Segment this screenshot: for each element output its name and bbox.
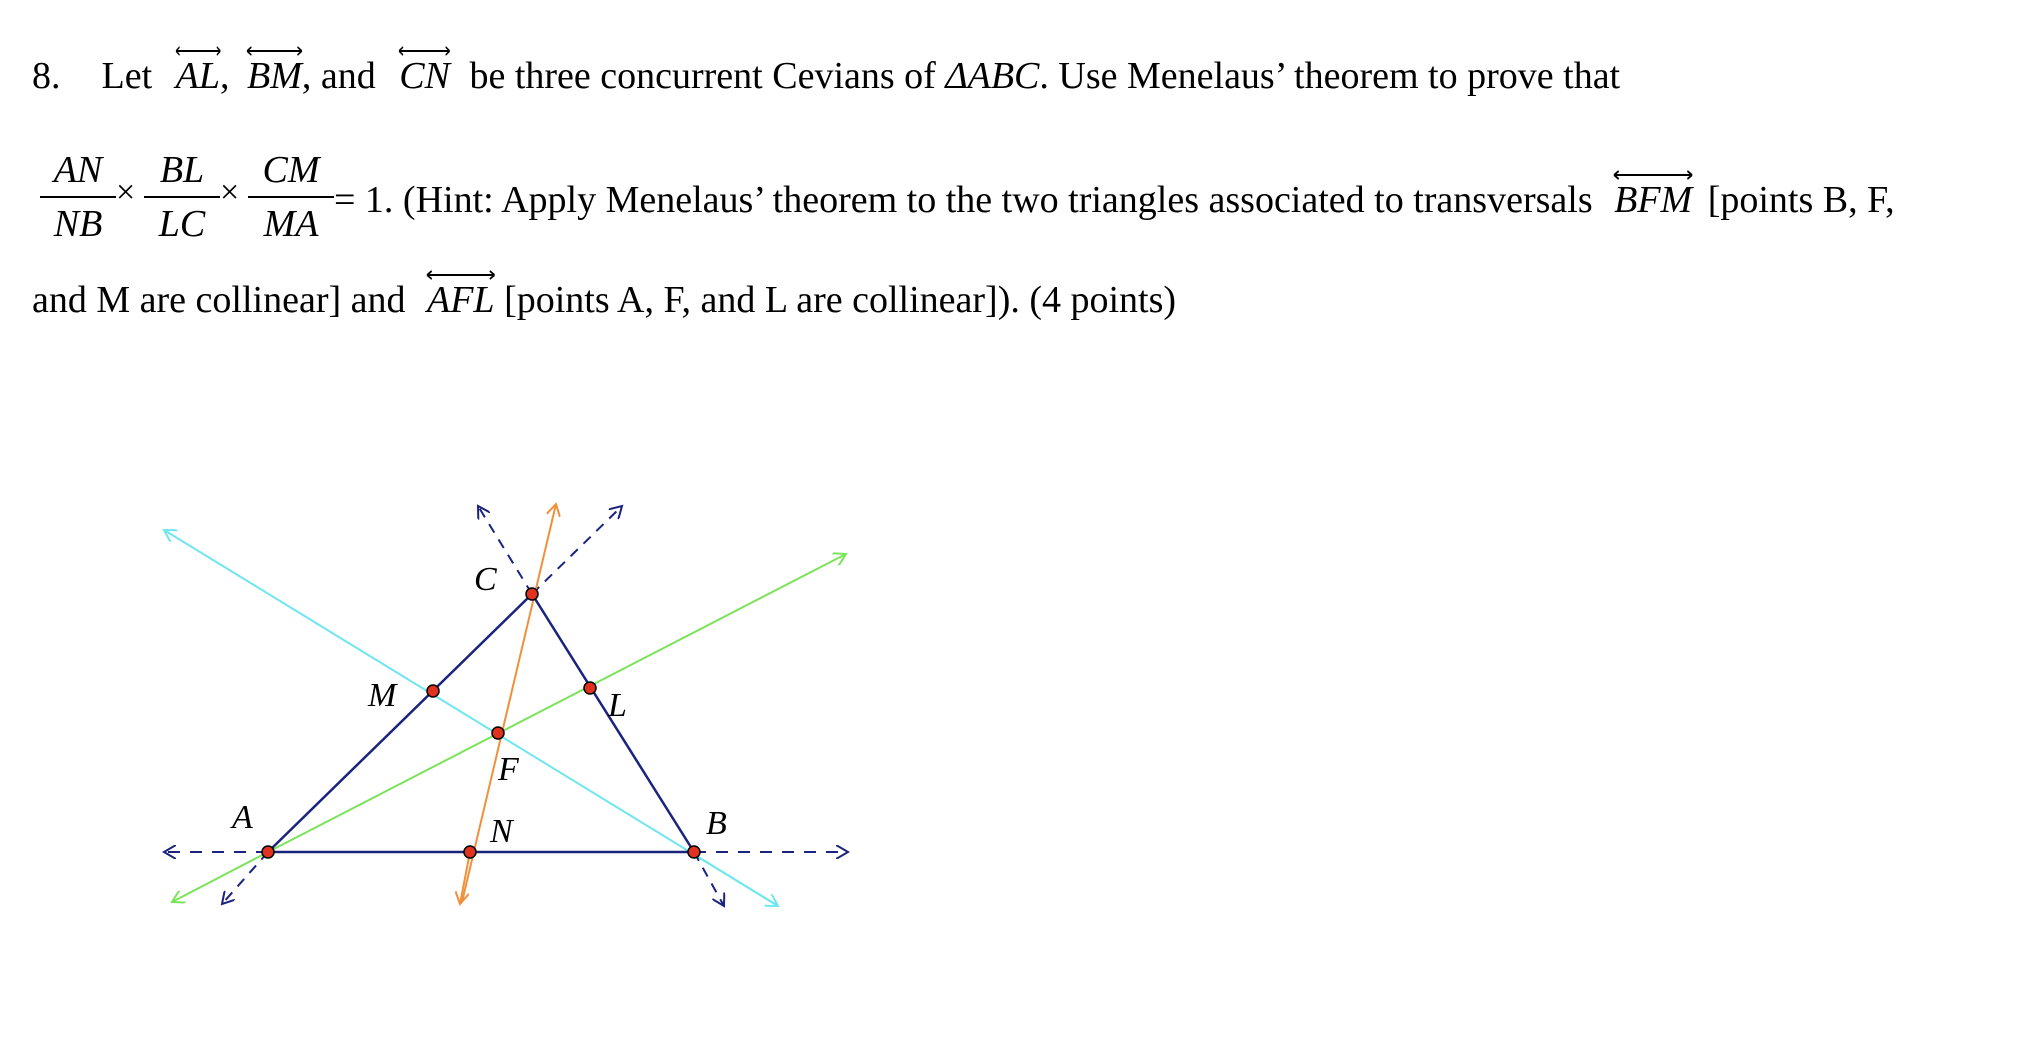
- dashed-BC-extension-down: [694, 852, 724, 906]
- line-CN: CN: [399, 52, 450, 100]
- fraction-AN-NB: AN NB: [40, 148, 116, 246]
- problem-line-1: 8. Let AL, BM, and CN be three concurrent Cevians of ΔABC. Use Menelaus’ theorem to prove that: [32, 52, 1620, 100]
- line-BFM: BFM: [1614, 176, 1692, 224]
- line-AFL: AFL: [427, 276, 495, 324]
- label-B: B: [706, 805, 727, 842]
- point-L: [584, 682, 596, 694]
- problem-line-2: = 1. (Hint: Apply Menelaus’ theorem to the two triangles associated to transversals BFM [points B, F,: [334, 176, 1895, 224]
- label-C: C: [474, 561, 497, 598]
- cevian-AL-line: [268, 554, 846, 852]
- point-B: [688, 846, 700, 858]
- point-M: [427, 685, 439, 697]
- label-F: F: [498, 751, 519, 788]
- problem-line-3: and M are collinear] and AFL [points A, F, and L are collinear]). (4 points): [32, 276, 1176, 324]
- cevian-AL-ext: [172, 852, 268, 902]
- fraction-CM-MA: CM MA: [248, 148, 334, 246]
- times-sign-1: ×: [116, 174, 136, 211]
- label-N: N: [490, 813, 513, 850]
- label-L: L: [608, 687, 627, 724]
- label-M: M: [368, 677, 397, 714]
- point-C: [526, 588, 538, 600]
- point-N: [464, 846, 476, 858]
- dashed-AC-extension-down: [222, 852, 268, 904]
- times-sign-2: ×: [220, 174, 240, 211]
- line-AL: AL: [176, 52, 220, 100]
- let-word: Let: [101, 55, 153, 97]
- label-A: A: [232, 799, 253, 836]
- point-A: [262, 846, 274, 858]
- problem-number: 8.: [32, 55, 61, 97]
- fraction-BL-LC: BL LC: [144, 148, 220, 246]
- cevian-BM-ext: [690, 852, 778, 906]
- line-BM: BM: [247, 52, 302, 100]
- point-F: [492, 727, 504, 739]
- triangle-ABC: ΔABC: [945, 55, 1040, 97]
